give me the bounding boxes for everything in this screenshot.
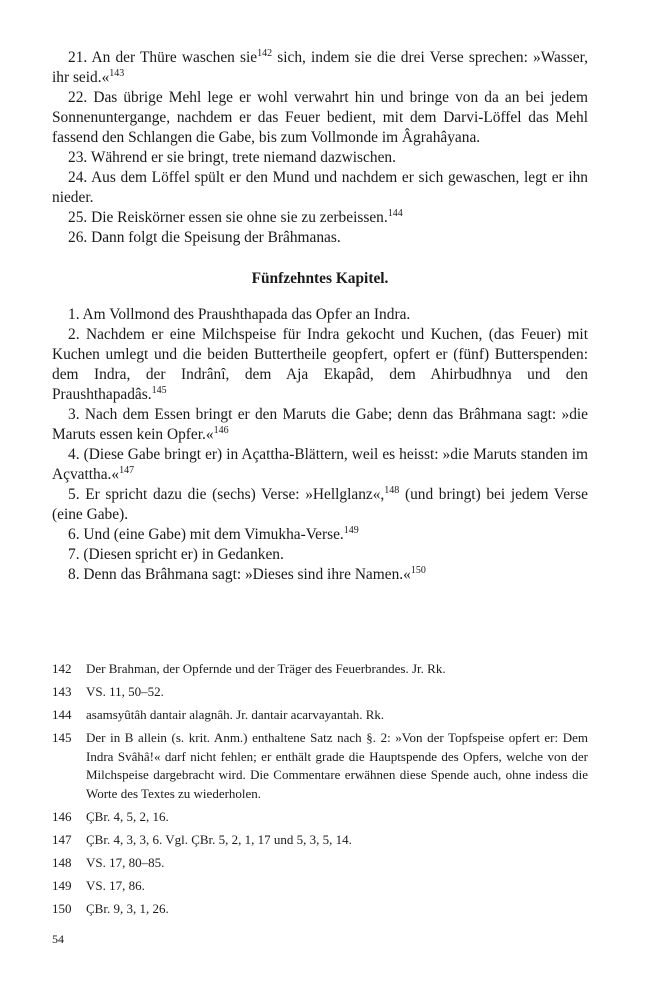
paragraph	[52, 305, 588, 325]
paragraph-number: 22.	[68, 89, 88, 106]
paragraph	[52, 148, 588, 168]
paragraph-number: 26.	[68, 229, 88, 246]
footnote-number: 143	[52, 683, 72, 699]
paragraph-number: 23.	[68, 149, 88, 166]
paragraph-text: Das übrige Mehl lege er wohl verwahrt hin und bringe von da an bei jedem Sonnenuntergange, nachdem er das Feuer bedient, mit dem Darvi-Löffel das Mehl fassend den Schlangen die Gabe, bis zum Vollmonde im Âgrahâyana.	[52, 89, 588, 146]
paragraph-text: Nach dem Essen bringt er den Maruts die Gabe; denn das Brâhmana sagt: »die Maruts essen kein Opfer.«	[52, 406, 588, 443]
paragraph-number: 4.	[68, 446, 80, 463]
paragraph-text-cont: (und bringt) bei jedem Verse (eine Gabe).	[52, 486, 588, 523]
paragraph-number: 25.	[68, 209, 88, 226]
paragraph-group-top	[52, 48, 588, 248]
paragraph-text: An der Thüre waschen sie	[91, 49, 258, 66]
footnote-text: asamsyûtâh dantair alagnâh. Jr. dantair acarvayantah. Rk.	[86, 706, 385, 722]
footnote-text: VS. 11, 50–52.	[86, 683, 164, 699]
footnote-number: 149	[52, 877, 72, 893]
paragraph	[52, 48, 588, 88]
paragraph-text: (Diese Gabe bringt er) in Açattha-Blättern, weil es heisst: »die Maruts standen im Açvattha.«	[52, 446, 588, 483]
paragraph-group-bottom	[52, 305, 588, 585]
footnote-number: 145	[52, 729, 72, 745]
footnote-number: 147	[52, 831, 72, 847]
footnote-text: Der Brahman, der Opfernde und der Träger des Feuerbrandes. Jr. Rk.	[86, 661, 446, 676]
footnote	[52, 660, 588, 679]
paragraph-number: 21.	[68, 49, 88, 66]
paragraph	[52, 545, 588, 565]
footnote	[52, 729, 588, 803]
paragraph-text-cont: sich, indem sie die drei Verse sprechen: »Wasser, ihr seid.«	[52, 49, 588, 86]
footnote-number: 146	[52, 808, 72, 824]
footnote-number: 144	[52, 706, 72, 722]
paragraph	[52, 525, 588, 545]
paragraph	[52, 565, 588, 585]
paragraph	[52, 228, 588, 248]
paragraph-text: Er spricht dazu die (sechs) Verse: »Hellglanz«,	[85, 486, 385, 503]
footnote-text: ÇBr. 9, 3, 1, 26.	[86, 900, 169, 916]
paragraph-text: Aus dem Löffel spült er den Mund und nachdem er sich gewaschen, legt er ihn nieder.	[52, 169, 589, 206]
footnote	[52, 831, 588, 850]
page-number: 54	[52, 932, 64, 946]
footnote	[52, 808, 588, 827]
paragraph-number: 6.	[68, 526, 80, 543]
paragraph	[52, 325, 588, 405]
paragraph	[52, 208, 588, 228]
footnote-text: ÇBr. 4, 5, 2, 16.	[86, 808, 169, 824]
paragraph-text: Am Vollmond des Praushthapada das Opfer an Indra.	[82, 306, 411, 323]
footnote-marker: 144	[387, 207, 403, 219]
paragraph-number: 24.	[68, 169, 88, 186]
footnote	[52, 900, 588, 919]
paragraph-text: Nachdem er eine Milchspeise für Indra gekocht und Kuchen, (das Feuer) mit Kuchen umlegt und die beiden Buttertheile geopfert, opfert er (fünf) Butterspenden: dem Indra, der Indrânî, dem Aja Ekapâd, dem Ahirbudhnya und den Praushthapadâs.	[52, 326, 588, 403]
paragraph-number: 8.	[68, 566, 80, 583]
paragraph-text: Während er sie bringt, trete niemand dazwischen.	[90, 149, 396, 166]
paragraph-number: 2.	[68, 326, 80, 343]
footnote-text: VS. 17, 80–85.	[86, 854, 165, 870]
footnotes	[52, 660, 588, 923]
paragraph	[52, 168, 588, 208]
footnote-marker: 143	[109, 67, 125, 79]
paragraph	[52, 405, 588, 445]
footnote-number: 150	[52, 900, 72, 916]
paragraph	[52, 485, 588, 525]
paragraph-text: Denn das Brâhmana sagt: »Dieses sind ihre Namen.«	[83, 566, 411, 583]
footnote-number: 142	[52, 661, 72, 676]
footnote-text: Der in B allein (s. krit. Anm.) enthaltene Satz nach §. 2: »Von der Topfspeise opfert er: Dem Indra Svâhâ!« darf nicht fehlen; er enthält grade die Hauptspende des Opfers, welche von der Milchspeise dargebracht wird. Die Commentare erwähnen diese Spende auch, ohne indess die Worte des Textes zu wiederholen.	[86, 729, 588, 801]
footnote-marker: 145	[151, 384, 167, 396]
chapter-title: Fünfzehntes Kapitel.	[251, 270, 389, 287]
paragraph-number: 7.	[68, 546, 80, 563]
footnote-marker: 142	[257, 47, 273, 59]
footnote-text: ÇBr. 4, 3, 3, 6. Vgl. ÇBr. 5, 2, 1, 17 und 5, 3, 5, 14.	[86, 831, 352, 847]
footnote-number: 148	[52, 854, 72, 870]
paragraph-text: Die Reiskörner essen sie ohne sie zu zerbeissen.	[91, 209, 388, 226]
footnote-marker: 146	[213, 424, 229, 436]
paragraph	[52, 88, 588, 148]
footnote-text: VS. 17, 86.	[86, 877, 145, 893]
main-text	[52, 48, 588, 585]
footnote-marker: 147	[119, 464, 135, 476]
paragraph	[52, 445, 588, 485]
footnote-marker: 148	[384, 484, 400, 496]
paragraph-number: 5.	[68, 486, 80, 503]
footnote-marker: 150	[410, 564, 426, 576]
footnote	[52, 706, 588, 725]
footnote	[52, 877, 588, 896]
footnote-marker: 149	[343, 524, 359, 536]
footnote	[52, 854, 588, 873]
paragraph-text: (Diesen spricht er) in Gedanken.	[83, 546, 284, 563]
footnote	[52, 683, 588, 702]
paragraph-text: Dann folgt die Speisung der Brâhmanas.	[91, 229, 341, 246]
paragraph-text: Und (eine Gabe) mit dem Vimukha-Verse.	[83, 526, 344, 543]
paragraph-number: 3.	[68, 406, 80, 423]
paragraph-number: 1.	[68, 306, 80, 323]
